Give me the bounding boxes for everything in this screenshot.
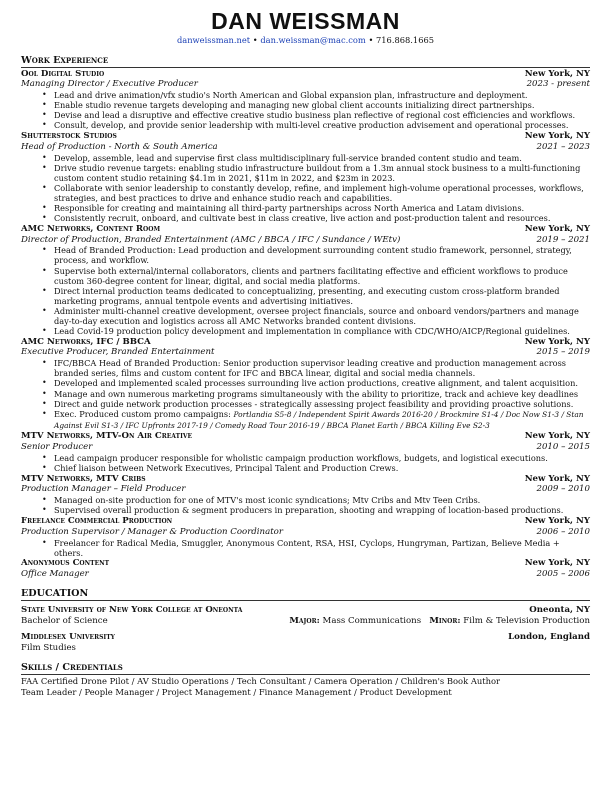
contact-line (21, 35, 590, 46)
job-entry (21, 131, 590, 223)
bullet-item: • Devise and lead a disruptive and effective creative studio business plan reflective of regional cost efficiencies and workflows. (54, 110, 590, 120)
job-entry (21, 558, 590, 580)
major-minor (289, 616, 590, 627)
promo-list: Portlandia S5-8 / Independent Spirit Awards 2016-20 / Brockmire S1-4 / Doc Now S1-3 / Stan Against Evil S1-3 / IFC Upfronts 2017-19 / Comedy Road Tour 2016-19 / BBCA Planet Earth / BBCA Killing Eve S2-3 (54, 409, 584, 430)
company-name: Shutterstock Studios (21, 130, 117, 141)
resume-page (21, 8, 590, 698)
company-name: MTV Networks, MTV Cribs (21, 473, 146, 484)
job-bullets (21, 453, 590, 473)
job-location: New York, NY (524, 130, 590, 141)
job-entry (21, 516, 590, 558)
job-title: Executive Producer, Branded Entertainment (21, 347, 215, 358)
job-title: Managing Director / Executive Producer (21, 79, 198, 90)
job-location: New York, NY (524, 68, 590, 79)
bullet-item: • Administer multi-channel creative development, oversee project financials, source and onboard vendors/partners and manage day-to-day execution and logistics across all AMC Networks branded content divisions. (54, 306, 590, 326)
job-entry (21, 474, 590, 516)
bullet-item: • Head of Branded Production: Lead production and development surrounding content studio framework, personnel, strategy, process, and workflow. (54, 245, 590, 265)
job-title: Office Manager (21, 569, 89, 580)
job-bullets (21, 538, 590, 558)
company-name: Anonymous Content (21, 558, 110, 569)
job-entry (21, 431, 590, 473)
job-title: Director of Production, Branded Entertainment (AMC / BBCA / IFC / Sundance / WEtv) (21, 234, 401, 245)
job-location: New York, NY (524, 431, 590, 442)
bullet-item: • Lead and drive animation/vfx studio's North American and Global expansion plan, infrastructure and deployment. (54, 90, 590, 100)
bullet-item: • Manage and own numerous marketing programs simultaneously with the ability to prioritize, track and achieve key deadlines (54, 389, 590, 399)
section-heading-skills: Skills / Credentials (21, 662, 590, 675)
bullet-item: • Supervised overall production & segment producers in preparation, shooting and wrapping of location-based productions. (54, 505, 590, 515)
job-dates: 2015 – 2019 (536, 347, 590, 358)
bullet-item: • Consult, develop, and provide senior leadership with multi-level creative production advisement and operational processes. (54, 120, 590, 130)
skills-line: FAA Certified Drone Pilot / AV Studio Operations / Tech Consultant / Camera Operation / Children's Book Author (21, 675, 501, 686)
promo-label: Exec. Produced custom promo campaigns: (54, 408, 231, 419)
bullet-item: • IFC/BBCA Head of Branded Production: Senior production supervisor leading creative and production management across branded series, films and custom content for IFC and BBCA linear, digital and social media channels. (54, 358, 590, 378)
bullet-item: • Consistently recruit, onboard, and cultivate best in class creative, live action and post-production talent and resources. (54, 213, 590, 223)
school-name: Middlesex University (21, 631, 115, 642)
email-link[interactable]: dan.weissman@mac.com (260, 35, 366, 45)
bullet-item: • Chief liaison between Network Executives, Principal Talent and Production Crews. (54, 463, 590, 473)
job-bullets (21, 153, 590, 224)
phone-number: 716.868.1665 (375, 35, 435, 45)
separator: • (252, 35, 258, 45)
bullet-item: • Freelancer for Radical Media, Smuggler, Anonymous Content, RSA, HSI, Cyclops, Hungryman, Partizan, Believe Media + others. (54, 538, 590, 558)
job-dates: 2021 – 2023 (536, 141, 590, 152)
job-title: Head of Production - North & South America (21, 141, 218, 152)
job-dates: 2019 – 2021 (536, 234, 590, 245)
job-dates: 2005 – 2006 (536, 569, 590, 580)
school-location: London, England (508, 631, 590, 642)
job-bullets (21, 90, 590, 130)
job-title: Production Supervisor / Manager & Production Coordinator (21, 526, 283, 537)
bullet-item: • Managed on-site production for one of MTV's most iconic syndications; Mtv Cribs and Mtv Teen Cribs. (54, 495, 590, 505)
major-label: Major: (289, 615, 320, 626)
section-heading-education: EDUCATION (21, 588, 590, 601)
bullet-item: • Lead Covid-19 production policy development and implementation in compliance with CDC/WHO/AICP/Regional guidelines. (54, 326, 590, 336)
minor-label: Minor: (429, 615, 461, 626)
bullet-item: • Develop, assemble, lead and supervise first class multidisciplinary full-service branded content studio and team. (54, 153, 590, 163)
job-bullets (21, 245, 590, 336)
job-dates: 2006 – 2010 (536, 526, 590, 537)
job-location: New York, NY (524, 558, 590, 569)
education-entry (21, 632, 590, 654)
job-dates: 2009 – 2010 (536, 484, 590, 495)
school-name: State University of New York College at Oneonta (21, 604, 243, 615)
website-link[interactable]: danweissman.net (176, 35, 251, 45)
education-entry (21, 605, 590, 627)
bullet-item: • Lead campaign producer responsible for wholistic campaign production workflows, budgets, and logistical executions. (54, 453, 590, 463)
skills-list (21, 676, 590, 698)
major: Mass Communications (322, 615, 422, 626)
bullet-item: • Direct and guide network production processes - strategically assessing project feasibility and providing proactive solutions. (54, 399, 590, 409)
school-location: Oneonta, NY (529, 604, 590, 615)
job-location: New York, NY (524, 515, 590, 526)
bullet-item: • Responsible for creating and maintaining all third-party partnerships across North America and Latam divisions. (54, 203, 590, 213)
job-dates: 2010 – 2015 (536, 442, 590, 453)
company-name: Ool Digital Studio (21, 68, 105, 79)
company-name: Freelance Commercial Production (21, 515, 173, 526)
bullet-item (54, 409, 590, 431)
company-name: AMC Networks, IFC / BBCA (21, 336, 151, 347)
company-name: AMC Networks, Content Room (21, 223, 161, 234)
job-entry (21, 69, 590, 131)
job-dates: 2023 - present (526, 79, 590, 90)
job-location: New York, NY (524, 336, 590, 347)
minor: Film & Television Production (463, 615, 590, 626)
candidate-name: DAN WEISSMAN (211, 8, 400, 34)
job-location: New York, NY (524, 473, 590, 484)
job-entry (21, 224, 590, 336)
skills-line: Team Leader / People Manager / Project Management / Finance Management / Product Development (21, 686, 452, 697)
work-experience-list (21, 69, 590, 580)
job-location: New York, NY (524, 223, 590, 234)
separator: • (368, 35, 374, 45)
bullet-item: • Direct internal production teams dedicated to conceptualizing, presenting, and executing custom cross-platform branded marketing programs, annual tentpole events and advertising initiatives. (54, 286, 590, 306)
degree: Film Studies (21, 642, 76, 653)
degree: Bachelor of Science (21, 615, 108, 626)
bullet-item: • Collaborate with senior leadership to constantly develop, refine, and implement high-volume operational processes, workflows, strategies, and best practices to drive and enhance studio reach and capabilities. (54, 183, 590, 203)
bullet-item: • Enable studio revenue targets developing and managing new global client accounts initializing direct partnerships. (54, 100, 590, 110)
job-title: Production Manager – Field Producer (21, 484, 186, 495)
section-heading-work: Work Experience (21, 55, 590, 68)
job-title: Senior Producer (21, 442, 93, 453)
company-name: MTV Networks, MTV-On Air Creative (21, 431, 193, 442)
job-bullets (21, 495, 590, 515)
job-bullets (21, 358, 590, 431)
bullet-item: • Supervise both external/internal collaborators, clients and partners facilitating effective and efficient workflows to produce custom 360-degree content for linear, digital, and social media platforms. (54, 266, 590, 286)
bullet-item: • Developed and implemented scaled processes surrounding live action productions, creative alignment, and talent acquisition. (54, 378, 590, 388)
job-entry (21, 337, 590, 431)
bullet-item: • Drive studio revenue targets: enabling studio infrastructure buildout from a 1.3m annual stock business to a multi-functioning custom content studio retaining $4.1m in 2021, $11m in 2022, and $23m in 2023. (54, 163, 590, 183)
